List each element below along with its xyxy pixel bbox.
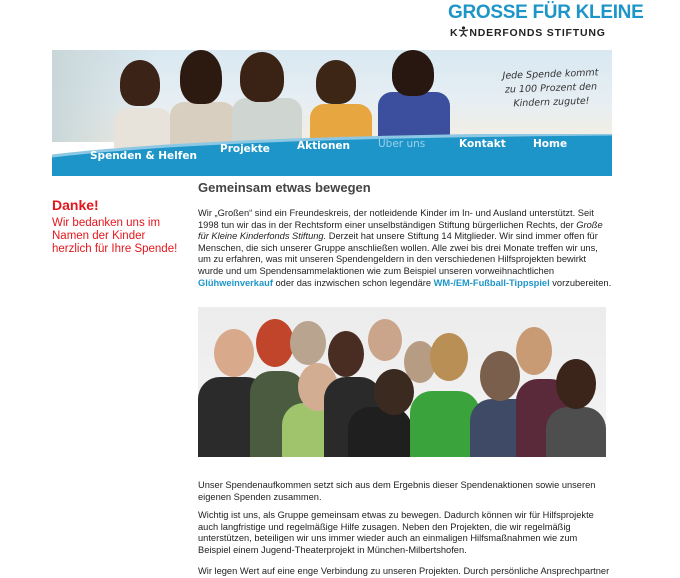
site-logo[interactable]: [448, 2, 644, 42]
page-heading: Gemeinsam etwas bewegen: [198, 180, 371, 195]
nav-kontakt[interactable]: Kontakt: [459, 138, 506, 150]
sidebar-thanks-text: Wir bedanken uns im Namen der Kinder herzlich für Ihre Spende!: [52, 217, 178, 255]
goals-paragraph: Wichtig ist uns, als Gruppe gemeinsam etwas zu bewegen. Dadurch können wir für Hilfsprojekte auch langfristige und regelmäßige Hilfe zusagen. Neben den Projekten, die wir regelmäßig unterstützen, beteiligen wir uns immer wieder auch an einmaligen Hilfsmaßnahmen wie zum Beispiel einem Jugend-Theaterprojekt in München-Milbertshofen.: [198, 510, 594, 555]
child-figure-icon: [458, 26, 469, 36]
nav-projekte[interactable]: Projekte: [220, 143, 270, 155]
tippspiel-link[interactable]: WM-/EM-Fußball-Tippspiel: [433, 277, 550, 288]
nav-home[interactable]: Home: [533, 138, 568, 150]
gluehweinverkauf-link[interactable]: Glühweinverkauf: [198, 277, 273, 288]
nav-ueber-uns[interactable]: Über uns: [378, 138, 426, 150]
intro-paragraph: Wir „Großen“ sind ein Freundeskreis, der notleidende Kinder im In- und Ausland unterstützt. Seit 1998 tun wir das in der Rechtsform einer unselbständigen Stiftung bürgerlichen Rechts, der Große für Kleine Kinderfonds Stiftung. Derzeit hat unsere Stiftung 14 Mitglieder. Wir sind immer offen für Menschen, die sich unserer Gruppe anschließen wollen. Alle zwei bis drei Monate treffen wir uns, um zu erfahren, was mit unseren Spendengeldern in den verschiedenen Hilfsprojekten bewirkt wurde und um Spendensammelaktionen wie zum Beispiel unseren vorweihnachtlichen Glühweinverkauf oder das inzwischen schon legendäre WM-/EM-Fußball-Tippspiel vorzubereiten.: [198, 208, 612, 288]
nav-spenden-helfen[interactable]: Spenden & Helfen: [90, 150, 197, 162]
donations-paragraph: Unser Spendenaufkommen setzt sich aus dem Ergebnis dieser Spendenaktionen sowie unseren eigenen Spenden zusammen.: [198, 480, 596, 502]
logo-subtitle-start: K: [450, 27, 459, 39]
children-photo: [52, 50, 612, 142]
logo-title: GROSSE FÜR KLEINE: [448, 2, 644, 23]
banner-slogan: Jede Spende kommt zu 100 Prozent den Kindern zugute!: [502, 67, 599, 110]
logo-subtitle-rest: NDERFONDS STIFTUNG: [469, 27, 606, 39]
sidebar-title: Danke!: [52, 197, 99, 213]
group-photo: [198, 307, 606, 457]
projects-paragraph: Wir legen Wert auf eine enge Verbindung zu unseren Projekten. Durch persönliche Ansprechpartner: [198, 566, 610, 576]
logo-subtitle: [450, 26, 606, 39]
nav-aktionen[interactable]: Aktionen: [297, 140, 351, 152]
